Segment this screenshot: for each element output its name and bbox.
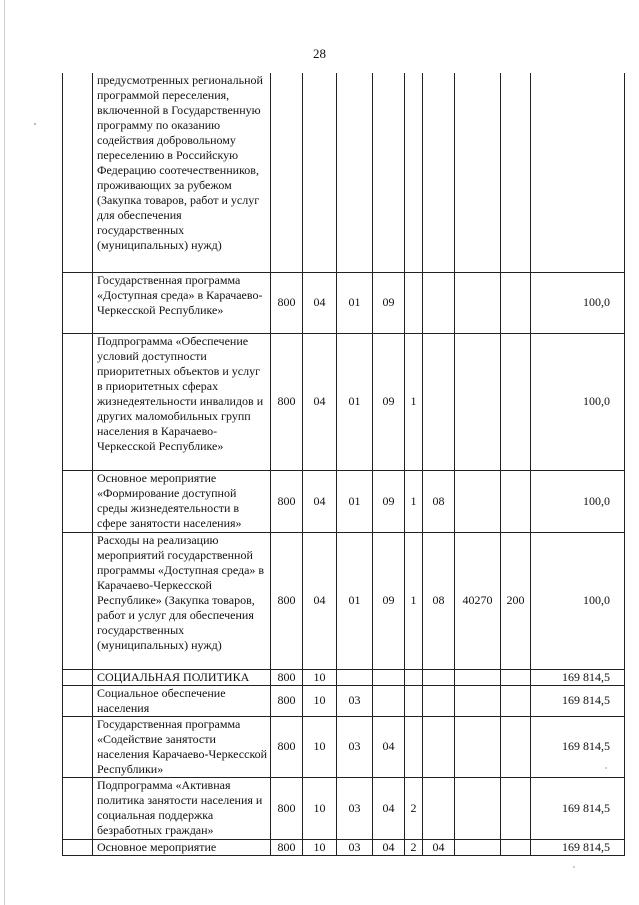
col-admin-cell: 800 <box>271 716 303 777</box>
row-number-cell <box>63 470 93 532</box>
table-row <box>63 839 625 855</box>
col-subprogram-cell <box>405 272 423 333</box>
col-measure-cell <box>423 716 455 777</box>
col-subsection-cell: 01 <box>337 333 373 470</box>
col-subsection-cell: 01 <box>337 470 373 532</box>
col-subsection-cell: 03 <box>337 777 373 839</box>
row-number-cell <box>63 73 93 272</box>
col-section-cell <box>303 73 337 272</box>
table-row <box>63 470 625 532</box>
row-number-cell <box>63 839 93 855</box>
row-name-cell: Расходы на реализацию мероприятий государственной программы «Доступная среда» в Карачаево-Черкесской Республике» (Закупка товаров, работ и услуг для обеспечения государственных (муниципальных) нужд) <box>93 532 271 669</box>
col-direction-cell <box>455 777 501 839</box>
table-row <box>63 716 625 777</box>
table-row <box>63 685 625 716</box>
row-name-cell: Социальное обеспечение населения <box>93 685 271 716</box>
col-direction-cell <box>455 470 501 532</box>
col-subprogram-cell <box>405 669 423 685</box>
col-subsection-cell: 03 <box>337 716 373 777</box>
col-direction-cell <box>455 272 501 333</box>
col-expense-type-cell <box>501 685 531 716</box>
col-admin-cell: 800 <box>271 669 303 685</box>
col-measure-cell <box>423 669 455 685</box>
col-direction-cell <box>455 669 501 685</box>
col-section-cell: 10 <box>303 777 337 839</box>
col-section-cell: 10 <box>303 716 337 777</box>
col-admin-cell: 800 <box>271 532 303 669</box>
table-row <box>63 73 625 272</box>
scan-edge-mark <box>4 0 5 905</box>
col-section-cell: 04 <box>303 272 337 333</box>
col-measure-cell: 08 <box>423 470 455 532</box>
col-program-cell <box>373 669 405 685</box>
col-sum-cell: 100,0 <box>531 532 625 669</box>
row-name-cell: Подпрограмма «Активная политика занятости населения и социальная поддержка безработных граждан» <box>93 777 271 839</box>
col-subsection-cell: 03 <box>337 839 373 855</box>
col-subsection-cell: 01 <box>337 532 373 669</box>
col-admin-cell: 800 <box>271 272 303 333</box>
budget-table <box>62 73 625 856</box>
col-program-cell: 09 <box>373 470 405 532</box>
col-expense-type-cell <box>501 470 531 532</box>
col-subsection-cell <box>337 73 373 272</box>
col-admin-cell: 800 <box>271 839 303 855</box>
col-measure-cell: 08 <box>423 532 455 669</box>
page-number: 28 <box>313 46 326 61</box>
col-subsection-cell <box>337 669 373 685</box>
row-name-cell: Основное мероприятие «Формирование доступной среды жизнедеятельности в сфере занятости населения» <box>93 470 271 532</box>
col-section-cell: 10 <box>303 685 337 716</box>
col-sum-cell: 169 814,5 <box>531 839 625 855</box>
table-body <box>63 73 625 855</box>
table-row <box>63 669 625 685</box>
col-sum-cell: 169 814,5 <box>531 669 625 685</box>
col-sum-cell: 100,0 <box>531 333 625 470</box>
table-row <box>63 532 625 669</box>
col-admin-cell <box>271 73 303 272</box>
col-section-cell: 04 <box>303 470 337 532</box>
row-number-cell <box>63 777 93 839</box>
row-name-cell: предусмотренных региональной программой переселения, включенной в Государственную программу по оказанию содействия добровольному переселению в Российскую Федерацию соотечественников, проживающих за рубежом (Закупка товаров, работ и услуг для обеспечения государственных (муниципальных) нужд) <box>93 73 271 272</box>
col-subprogram-cell: 2 <box>405 839 423 855</box>
col-direction-cell <box>455 333 501 470</box>
col-direction-cell <box>455 685 501 716</box>
col-admin-cell: 800 <box>271 685 303 716</box>
col-section-cell: 10 <box>303 839 337 855</box>
row-name-cell: Основное мероприятие <box>93 839 271 855</box>
col-subprogram-cell: 1 <box>405 333 423 470</box>
table-row <box>63 777 625 839</box>
col-program-cell: 04 <box>373 839 405 855</box>
col-program-cell: 09 <box>373 333 405 470</box>
col-expense-type-cell <box>501 716 531 777</box>
col-expense-type-cell <box>501 272 531 333</box>
row-number-cell <box>63 716 93 777</box>
col-admin-cell: 800 <box>271 777 303 839</box>
col-section-cell: 04 <box>303 532 337 669</box>
col-section-cell: 04 <box>303 333 337 470</box>
row-name-cell: СОЦИАЛЬНАЯ ПОЛИТИКА <box>93 669 271 685</box>
col-measure-cell <box>423 777 455 839</box>
col-program-cell: 04 <box>373 716 405 777</box>
table-row <box>63 272 625 333</box>
col-section-cell: 10 <box>303 669 337 685</box>
col-subprogram-cell <box>405 73 423 272</box>
col-direction-cell <box>455 73 501 272</box>
col-sum-cell: 169 814,5 <box>531 716 625 777</box>
col-expense-type-cell <box>501 669 531 685</box>
col-program-cell <box>373 685 405 716</box>
col-measure-cell <box>423 73 455 272</box>
col-sum-cell: 100,0 <box>531 272 625 333</box>
col-program-cell: 04 <box>373 777 405 839</box>
col-subprogram-cell: 1 <box>405 470 423 532</box>
col-expense-type-cell <box>501 73 531 272</box>
col-sum-cell: 169 814,5 <box>531 685 625 716</box>
col-subprogram-cell: 1 <box>405 532 423 669</box>
row-number-cell <box>63 532 93 669</box>
col-sum-cell: 169 814,5 <box>531 777 625 839</box>
col-subprogram-cell: 2 <box>405 777 423 839</box>
col-measure-cell <box>423 685 455 716</box>
col-measure-cell <box>423 333 455 470</box>
col-expense-type-cell <box>501 777 531 839</box>
col-subprogram-cell <box>405 685 423 716</box>
row-name-cell: Государственная программа «Доступная среда» в Карачаево-Черкесской Республике» <box>93 272 271 333</box>
col-subsection-cell: 01 <box>337 272 373 333</box>
col-measure-cell <box>423 272 455 333</box>
col-direction-cell: 40270 <box>455 532 501 669</box>
col-program-cell: 09 <box>373 532 405 669</box>
col-direction-cell <box>455 716 501 777</box>
col-subsection-cell: 03 <box>337 685 373 716</box>
col-expense-type-cell <box>501 839 531 855</box>
col-subprogram-cell <box>405 716 423 777</box>
row-number-cell <box>63 685 93 716</box>
scan-dot-mark <box>573 866 575 868</box>
row-name-cell: Государственная программа «Содействие занятости населения Карачаево-Черкесской Республики» <box>93 716 271 777</box>
table-row <box>63 333 625 470</box>
scan-dot-mark <box>34 123 36 125</box>
col-sum-cell <box>531 73 625 272</box>
col-expense-type-cell: 200 <box>501 532 531 669</box>
row-number-cell <box>63 669 93 685</box>
col-admin-cell: 800 <box>271 333 303 470</box>
row-number-cell <box>63 333 93 470</box>
row-number-cell <box>63 272 93 333</box>
col-admin-cell: 800 <box>271 470 303 532</box>
col-sum-cell: 100,0 <box>531 470 625 532</box>
col-expense-type-cell <box>501 333 531 470</box>
col-direction-cell <box>455 839 501 855</box>
row-name-cell: Подпрограмма «Обеспечение условий доступности приоритетных объектов и услуг в приоритетных сферах жизнедеятельности инвалидов и других маломобильных групп населения в Карачаево-Черкесской Республике» <box>93 333 271 470</box>
col-program-cell: 09 <box>373 272 405 333</box>
col-program-cell <box>373 73 405 272</box>
col-measure-cell: 04 <box>423 839 455 855</box>
